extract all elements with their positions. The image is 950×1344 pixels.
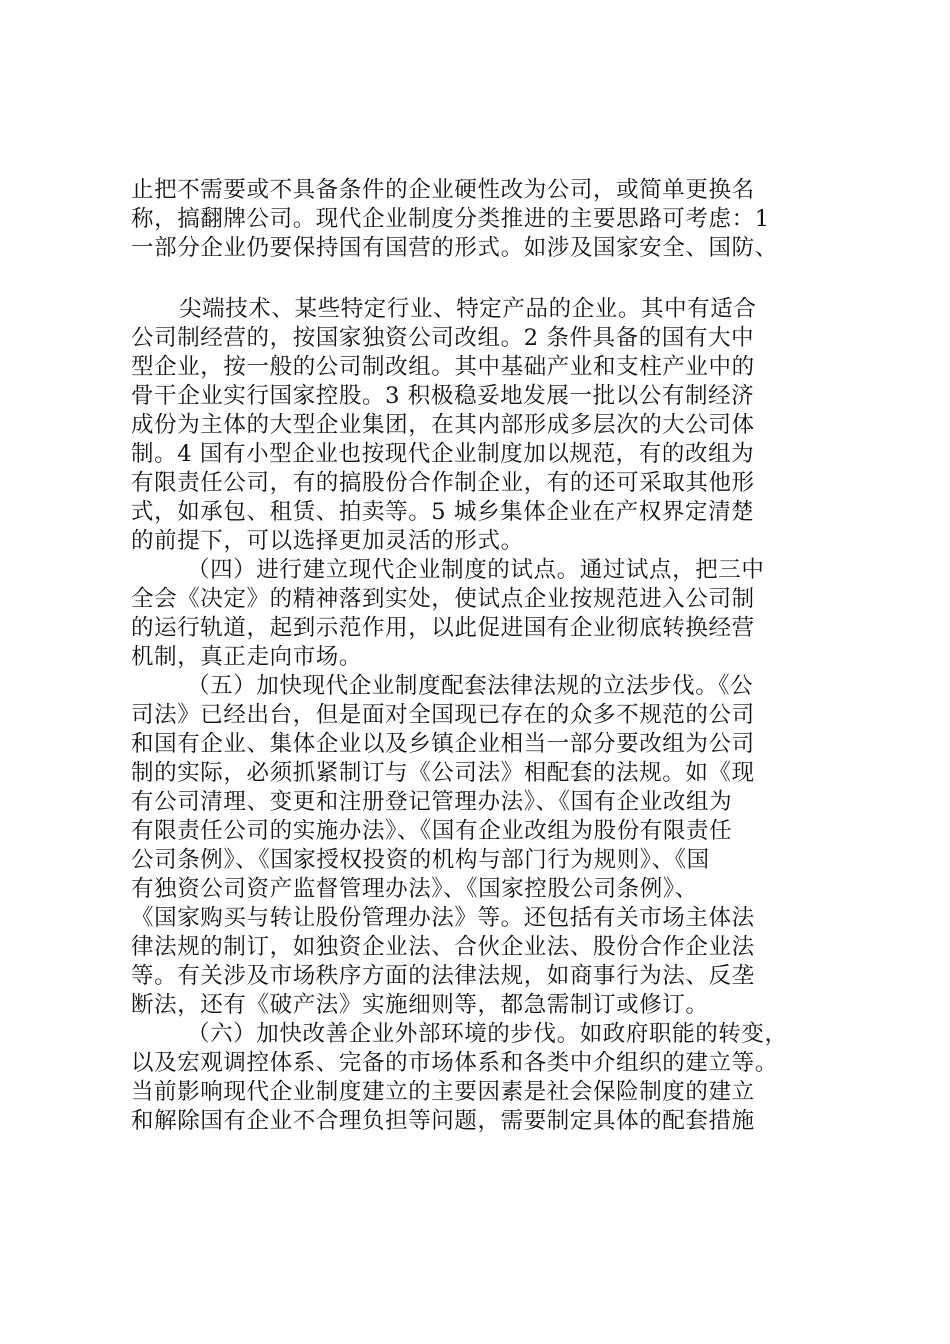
- paragraph-start-line: （五）加快现代企业制度配套法律法规的立法步伐。《公: [187, 673, 754, 699]
- text-line: 和国有企业、集体企业以及乡镇企业相当一部分要改组为公司: [131, 731, 755, 757]
- paragraph-start-line: 尖端技术、某些特定行业、特定产品的企业。其中有适合: [179, 296, 757, 322]
- text-line: 公司条例》、《国家授权投资的机构与部门行为规则》、《国: [131, 847, 710, 873]
- text-line: 型企业，按一般的公司制改组。其中基础产业和支柱产业中的: [131, 354, 755, 380]
- text-line: 的运行轨道，起到示范作用，以此促进国有企业彻底转换经营: [131, 615, 755, 641]
- main-text-block: [131, 295, 831, 1136]
- text-line: 有限责任公司，有的搞股份合作制企业，有的还可采取其他形: [131, 470, 755, 496]
- text-line: 骨干企业实行国家控股。3 积极稳妥地发展一批以公有制经济: [131, 383, 755, 409]
- top-text-block: [131, 176, 831, 263]
- text-line: 成份为主体的大型企业集团，在其内部形成多层次的大公司体: [131, 412, 755, 438]
- text-line: 止把不需要或不具备条件的企业硬性改为公司，或简单更换名: [131, 177, 755, 203]
- text-line: 制。4 国有小型企业也按现代企业制度加以规范，有的改组为: [131, 441, 755, 467]
- text-line: 当前影响现代企业制度建立的主要因素是社会保险制度的建立: [131, 1079, 755, 1105]
- text-line: 《国家购买与转让股份管理办法》等。还包括有关市场主体法: [131, 905, 755, 931]
- text-line: 司法》已经出台，但是面对全国现已存在的众多不规范的公司: [131, 702, 755, 728]
- text-line: 一部分企业仍要保持国有国营的形式。如涉及国家安全、国防、: [131, 235, 778, 261]
- text-line: 以及宏观调控体系、完备的市场体系和各类中介组织的建立等。: [131, 1050, 778, 1076]
- text-line: 等。有关涉及市场秩序方面的法律法规，如商事行为法、反垄: [131, 963, 755, 989]
- text-line: 断法，还有《破产法》实施细则等，都急需制订或修订。: [131, 992, 709, 1018]
- text-line: 有公司清理、变更和注册登记管理办法》、《国有企业改组为: [131, 789, 733, 815]
- paragraph-start-line: （四）进行建立现代企业制度的试点。通过试点，把三中: [187, 557, 765, 583]
- text-line: 有限责任公司的实施办法》、《国有企业改组为股份有限责任: [131, 818, 733, 844]
- text-line: 有独资公司资产监督管理办法》、《国家控股公司条例》、: [131, 876, 698, 902]
- text-line: 和解除国有企业不合理负担等问题，需要制定具体的配套措施: [131, 1108, 755, 1134]
- text-line: 的前提下，可以选择更加灵活的形式。: [131, 528, 524, 554]
- paragraph-start-line: （六）加快改善企业外部环境的步伐。如政府职能的转变，: [187, 1021, 788, 1047]
- text-line: 公司制经营的，按国家独资公司改组。2 条件具备的国有大中: [131, 325, 755, 351]
- text-line: 制的实际，必须抓紧制订与《公司法》相配套的法规。如《现: [131, 760, 755, 786]
- text-line: 全会《决定》的精神落到实处，使试点企业按规范进入公司制: [131, 586, 755, 612]
- text-line: 称，搞翻牌公司。现代企业制度分类推进的主要思路可考虑：1: [131, 206, 770, 232]
- text-line: 律法规的制订，如独资企业法、合伙企业法、股份合作企业法: [131, 934, 755, 960]
- text-line: 式，如承包、租赁、拍卖等。5 城乡集体企业在产权界定清楚: [131, 499, 755, 525]
- text-line: 机制，真正走向市场。: [131, 644, 363, 670]
